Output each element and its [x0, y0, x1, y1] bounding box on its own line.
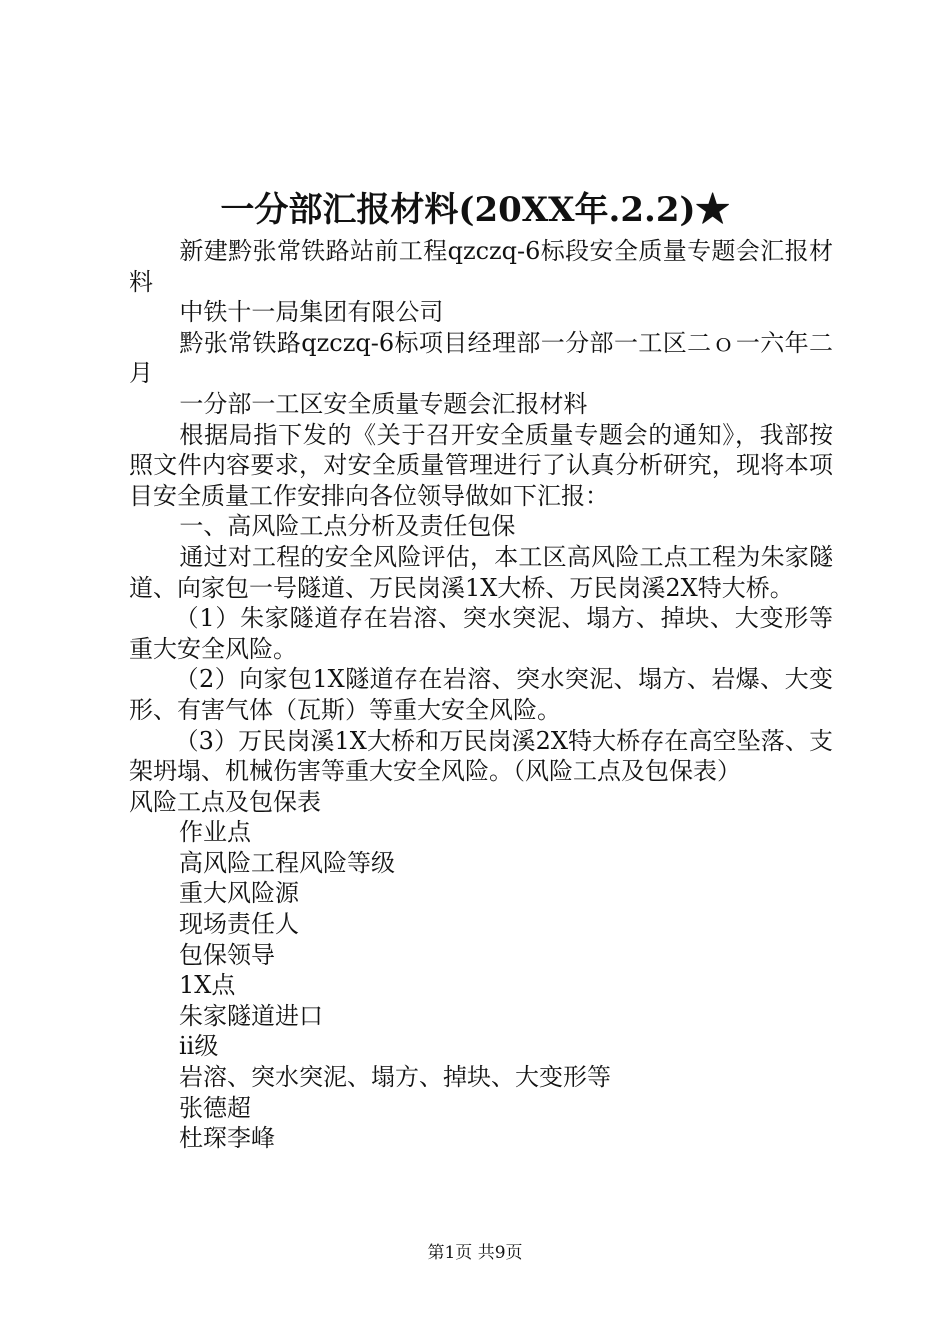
- paragraph-intro: 根据局指下发的《关于召开安全质量专题会的通知》，我部按照文件内容要求，对安全质量管理进行了认真分析研究，现将本项目安全质量工作安排向各位领导做如下汇报：: [129, 420, 833, 510]
- table-cell: 现场责任人: [179, 910, 299, 939]
- document-title: 一分部汇报材料(20XX年.2.2)★: [220, 190, 730, 230]
- table-cell: 1X点: [179, 971, 236, 1000]
- paragraph-risk-item-2: （2）向家包1X隧道存在岩溶、突水突泥、塌方、岩爆、大变形、有害气体（瓦斯）等重大安全风险。: [129, 665, 833, 724]
- table-cell: 岩溶、突水突泥、塌方、掉块、大变形等: [179, 1063, 611, 1092]
- table-cell: 朱家隧道进口: [179, 1001, 323, 1030]
- table-cell: 张德超: [179, 1093, 251, 1122]
- paragraph-risk-item-1: （1）朱家隧道存在岩溶、突水突泥、塌方、掉块、大变形等重大安全风险。: [129, 604, 833, 663]
- paragraph-subtitle: 一分部一工区安全质量专题会汇报材料: [179, 389, 588, 418]
- document-body: [129, 236, 833, 1154]
- table-cell: ii级: [179, 1032, 219, 1061]
- page-number: 第1页 共9页: [427, 1243, 523, 1263]
- section-heading: 一、高风险工点分析及责任包保: [179, 512, 516, 541]
- paragraph-risk-item-3: （3）万民岗溪1X大桥和万民岗溪2X特大桥存在高空坠落、支架坍塌、机械伤害等重大安全风险。（风险工点及包保表）: [129, 726, 833, 786]
- paragraph-heading-line: 新建黔张常铁路站前工程qzczq-6标段安全质量专题会汇报材料: [129, 237, 833, 296]
- table-cell: 重大风险源: [179, 879, 299, 908]
- table-caption: 风险工点及包保表: [129, 787, 321, 816]
- table-cell: 高风险工程风险等级: [179, 848, 395, 877]
- table-cell: 包保领导: [179, 940, 275, 969]
- paragraph-project-dept: 黔张常铁路qzczq-6标项目经理部一分部一工区二ｏ一六年二月: [129, 328, 833, 388]
- paragraph-company: 中铁十一局集团有限公司: [179, 298, 444, 327]
- table-cell: 作业点: [179, 818, 251, 847]
- table-cell: 杜琛李峰: [179, 1124, 275, 1153]
- paragraph-risk-overview: 通过对工程的安全风险评估，本工区高风险工点工程为朱家隧道、向家包一号隧道、万民岗溪1X大桥、万民岗溪2X特大桥。: [129, 542, 833, 602]
